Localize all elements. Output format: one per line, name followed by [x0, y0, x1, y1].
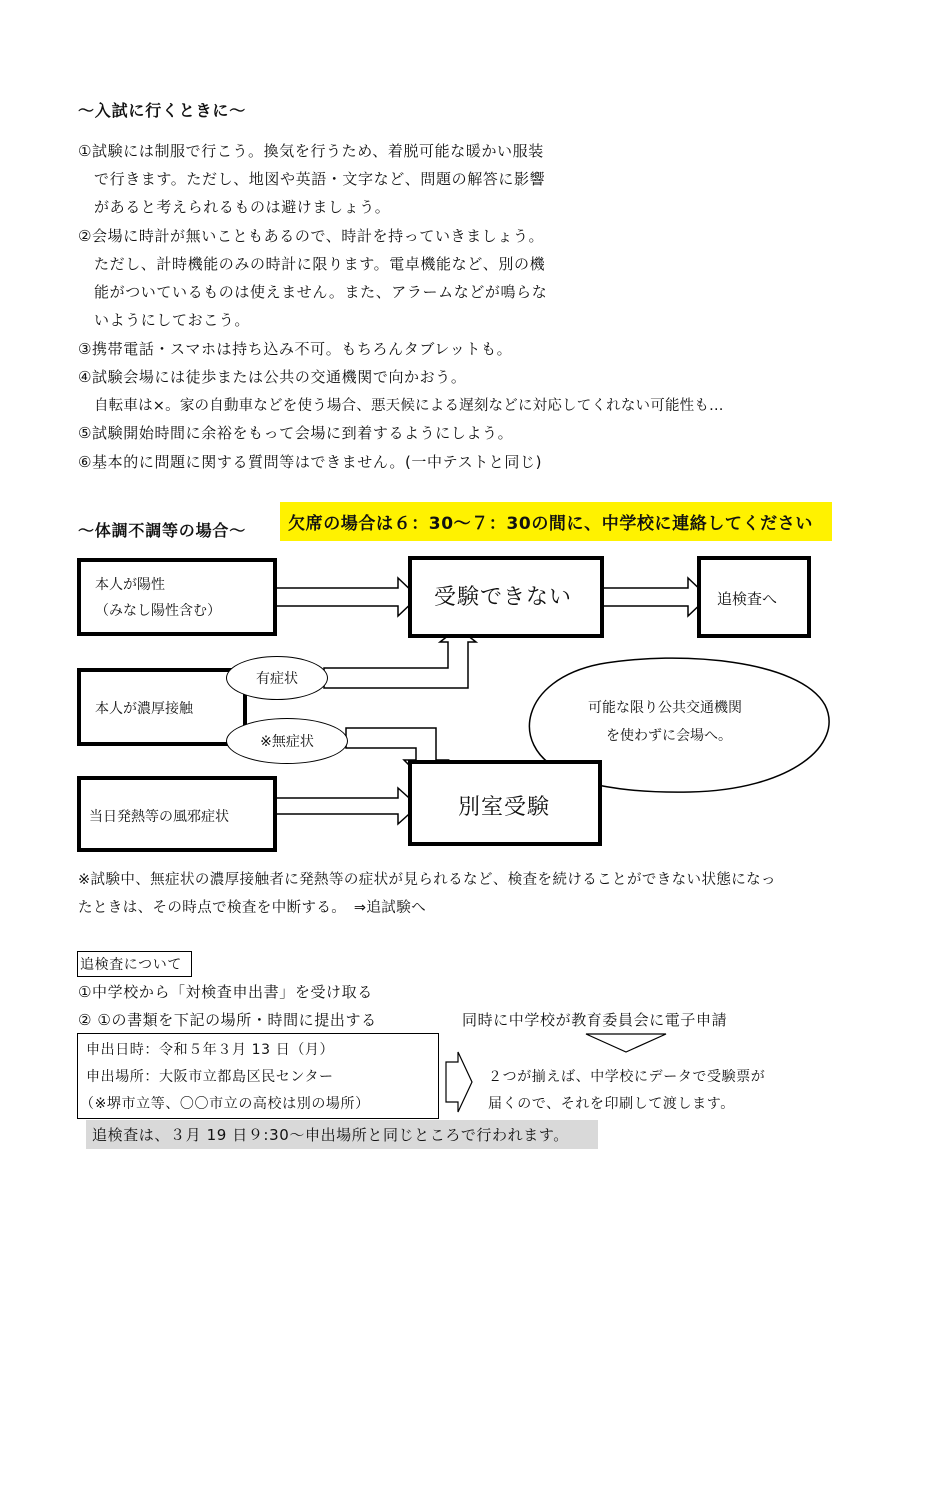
instruction-line: 能がついているものは使えません。また、アラームなどが鳴らな	[94, 283, 548, 301]
box-makeup-label: 追検査へ	[717, 590, 778, 608]
note-line1: ※試験中、無症状の濃厚接触者に発熱等の症状が見られるなど、検査を続けることができない状態になっ	[78, 872, 776, 888]
instruction-line: ③携帯電話・スマホは持ち込み不可。もちろんタブレットも。	[78, 340, 513, 358]
absence-notice: 欠席の場合は６：30～７：30の間に、中学校に連絡してください	[280, 502, 832, 541]
box-close-contact-label: 本人が濃厚接触	[95, 701, 193, 717]
makeup-simultaneous: 同時に中学校が教育委員会に電子申請	[462, 1011, 728, 1029]
instruction-line: ⑤試験開始時間に余裕をもって会場に到着するようにしよう。	[78, 424, 514, 442]
note-line2: たときは、その時点で検査を中断する。 ⇒追試験へ	[78, 900, 426, 916]
instruction-line: ⑥基本的に問題に関する質問等はできません。(一中テストと同じ)	[78, 453, 543, 471]
instruction-line: ②会場に時計が無いこともあるので、時計を持っていきましょう。	[78, 227, 545, 245]
ellipse-asymptomatic: ※無症状	[226, 718, 348, 764]
makeup-item2: ② ①の書類を下記の場所・時間に提出する	[78, 1011, 377, 1029]
box-positive-line1: 本人が陽性	[95, 577, 165, 593]
makeup-title: 追検査について	[80, 957, 182, 973]
bubble-line2: を使わずに会場へ。	[606, 728, 732, 744]
instruction-line: で行きます。ただし、地図や英語・文字など、問題の解答に影響	[94, 170, 546, 188]
right-arrow	[446, 1052, 472, 1112]
instruction-line: があると考えられるものは避けましょう。	[94, 198, 391, 216]
bubble-line1: 可能な限り公共交通機関	[588, 700, 742, 716]
submission-place-note: （※堺市立等、〇〇市立の高校は別の場所）	[80, 1096, 370, 1112]
instruction-line: いようにしておこう。	[94, 311, 251, 329]
makeup-item1: ①中学校から「対検査申出書」を受け取る	[78, 983, 373, 1001]
instruction-line: ④試験会場には徒歩または公共の交通機関で向かおう。	[78, 368, 467, 386]
ellipse-symptomatic: 有症状	[226, 656, 328, 700]
instruction-line: 自転車は×。家の自動車などを使う場合、悪天候による遅刻などに対応してくれない可能性も…	[94, 398, 724, 414]
makeup-final-note: 追検査は、３月 19 日９:30～申出場所と同じところで行われます。	[86, 1120, 598, 1149]
submission-place: 申出場所：大阪市立都島区民センター	[86, 1069, 334, 1085]
box-fever-label: 当日発熱等の風邪症状	[89, 809, 229, 825]
section-heading-exam-day: ～入試に行くときに～	[78, 101, 247, 120]
instruction-line: ただし、計時機能のみの時計に限ります。電卓機能など、別の機	[94, 255, 546, 273]
result-line2: 届くので、それを印刷して渡します。	[488, 1096, 735, 1112]
instruction-line: ①試験には制服で行こう。換気を行うため、着脱可能な暖かい服装	[78, 142, 544, 160]
box-cannot-take-label: 受験できない	[434, 585, 573, 610]
section-heading-health: ～体調不調等の場合～	[78, 521, 247, 540]
submission-date: 申出日時：令和５年３月 13 日（月）	[86, 1042, 335, 1058]
box-positive-line2: （みなし陽性含む）	[95, 603, 221, 619]
result-line1: ２つが揃えば、中学校にデータで受験票が	[488, 1069, 766, 1085]
box-separate-room-label: 別室受験	[458, 795, 551, 820]
down-arrow	[586, 1034, 666, 1052]
